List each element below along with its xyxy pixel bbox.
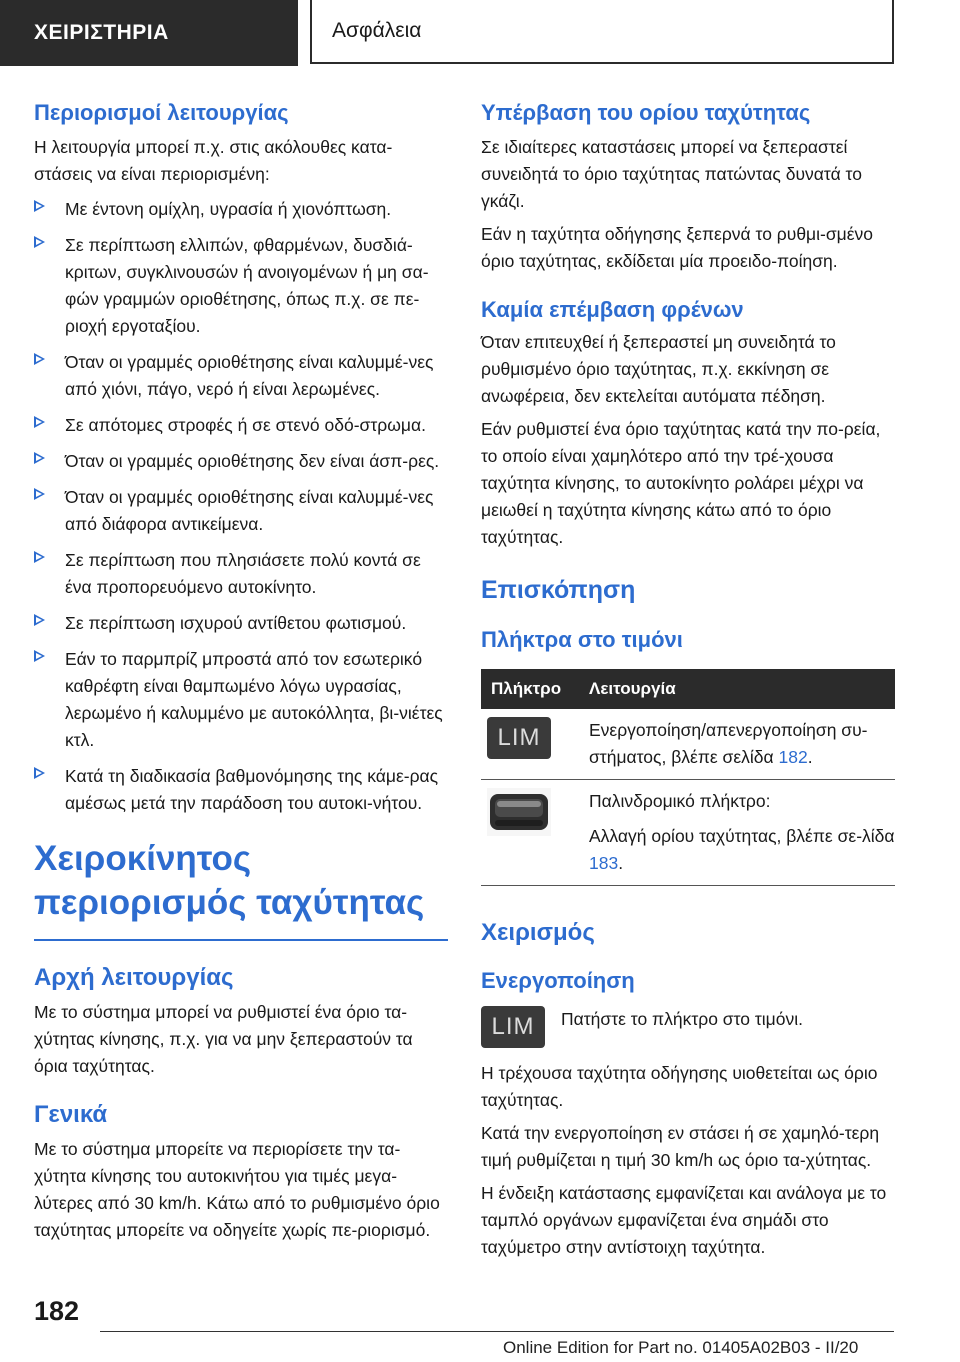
arrow-bullet-icon (34, 614, 45, 626)
no-brake-paragraph-1: Όταν επιτευχθεί ή ξεπεραστεί μη συνειδητά το ρυθμισμένο όριο ταχύτητας, π.χ. εκκίνηση σε ανωφέρεια, δεν εκτελείται αυτόματα πέδηση. (481, 332, 836, 406)
no-brake-heading: Καμία επέμβαση φρένων (481, 297, 744, 322)
list-item: Εάν το παρμπρίζ μπροστά από τον εσωτερικό καθρέφτη είναι θαμπωμένο λόγω υγρασίας, λερωμένο ή καλυμμένο με αυτοκόλλητα, βι-νιέτες κτλ. (34, 646, 448, 754)
list-item: Σε περίπτωση ισχυρού αντίθετου φωτισμού. (34, 610, 448, 637)
edition-footer: Online Edition for Part no. 01405A02B03 - II/20 (503, 1338, 859, 1357)
exceed-paragraph-1: Σε ιδιαίτερες καταστάσεις μπορεί να ξεπεραστεί συνειδητά το όριο ταχύτητας πατώντας δυνατά το γκάζι. (481, 137, 862, 211)
activation-paragraph-2: Κατά την ενεργοποίηση εν στάσει ή σε χαμηλό-τερη τιμή ρυθμίζεται η τιμή 30 km/h ως όριο τα-χύτητας. (481, 1123, 880, 1170)
list-item: Όταν οι γραμμές οριοθέτησης δεν είναι άσπ-ρες. (34, 448, 448, 475)
heading-divider (34, 939, 448, 941)
arrow-bullet-icon (34, 200, 45, 212)
overview-heading: Επισκόπηση (481, 576, 636, 604)
activation-paragraph-1: Η τρέχουσα ταχύτητα οδήγησης υιοθετείται ως όριο ταχύτητας. (481, 1063, 878, 1110)
header-chapter-box (310, 0, 894, 64)
list-item: Σε περίπτωση που πλησιάσετε πολύ κοντά σε ένα προπορευόμενο αυτοκίνητο. (34, 547, 448, 601)
header-section-label: ΧΕΙΡΙΣΤΗΡΙΑ (34, 21, 169, 44)
right-column (481, 98, 895, 1261)
general-text: Με το σύστημα μπορείτε να περιορίσετε την τα-χύτητα κίνησης του αυτοκινήτου για τιμές μεγα-λύτερες από 30 km/h. Κάτω από το ρυθμισμένο όριο ταχύτητας μπορείτε να οδηγείτε χωρίς πε-ριορισμό. (34, 1139, 440, 1240)
limits-heading: Περιορισμοί λειτουργίας (34, 100, 289, 125)
arrow-bullet-icon (34, 551, 45, 563)
activation-step-text: Πατήστε το πλήκτρο στο τιμόνι. (561, 1009, 803, 1029)
header-chapter-label: Ασφάλεια (332, 19, 422, 42)
limits-intro: Η λειτουργία μπορεί π.χ. στις ακόλουθες κατα-στάσεις να είναι περιορισμένη: (34, 137, 393, 184)
list-item: Όταν οι γραμμές οριοθέτησης είναι καλυμμέ-νες από διάφορα αντικείμενα. (34, 484, 448, 538)
exceed-paragraph-2: Εάν η ταχύτητα οδήγησης ξεπερνά το ρυθμι-σμένο όριο ταχύτητας, εκδίδεται μία προειδο-ποίηση. (481, 224, 874, 271)
activation-heading: Ενεργοποίηση (481, 968, 635, 993)
list-item: Σε περίπτωση ελλιπών, φθαρμένων, δυσδιά-κριτων, συγκλινουσών ή ανοιγομένων ή μη σα-φών γραμμών οριοθέτησης, όπως π.χ. σε πε-ριοχή εργοταξίου. (34, 232, 448, 340)
rocker-switch-icon (487, 788, 551, 836)
table-header-row (481, 669, 895, 709)
table-header-key: Πλήκτρο (481, 669, 579, 709)
lim-button-icon: LIM (487, 717, 551, 759)
table-row (481, 709, 895, 780)
page-link[interactable]: 182 (778, 747, 808, 767)
header-section-tab (0, 0, 298, 66)
row2-description: Αλλαγή ορίου ταχύτητας, βλέπε σε-λίδα 183. (589, 826, 895, 873)
lim-button-icon: LIM (481, 1006, 545, 1048)
activation-step (481, 1006, 895, 1048)
table-header-function: Λειτουργία (579, 669, 895, 709)
row2-title: Παλινδρομικό πλήκτρο: (589, 791, 771, 811)
arrow-bullet-icon (34, 452, 45, 464)
list-item: Με έντονη ομίχλη, υγρασία ή χιονόπτωση. (34, 196, 448, 223)
left-column (34, 98, 448, 1244)
page-number: 182 (34, 1296, 80, 1326)
no-brake-paragraph-2: Εάν ρυθμιστεί ένα όριο ταχύτητας κατά την πο-ρεία, το οποίο είναι χαμηλότερο από την τρέ-χουσα ταχύτητα κίνησης, το αυτοκίνητο ρολάρει μέχρι να μειωθεί η ταχύτητα κίνησης κάτω από το όριο ταχύτητας. (481, 419, 881, 547)
principle-heading: Αρχή λειτουργίας (34, 964, 234, 991)
exceed-heading: Υπέρβαση του ορίου ταχύτητας (481, 100, 811, 125)
table-row (481, 780, 895, 886)
arrow-bullet-icon (34, 767, 45, 779)
manual-limiter-heading: Χειροκίνητος περιορισμός ταχύτητας (34, 839, 425, 922)
list-item: Όταν οι γραμμές οριοθέτησης είναι καλυμμέ-νες από χιόνι, πάγο, νερό ή είναι λερωμένες. (34, 349, 448, 403)
activation-paragraph-3: Η ένδειξη κατάστασης εμφανίζεται και ανάλογα με το ταμπλό οργάνων εμφανίζεται ένα σημάδι στο ταχύμετρο στην αντίστοιχη ταχύτητα. (481, 1183, 887, 1257)
footer-divider (100, 1331, 894, 1332)
wheel-keys-heading: Πλήκτρα στο τιμόνι (481, 627, 683, 652)
row1-description: Ενεργοποίηση/απενεργοποίηση συ-στήματος, βλέπε σελίδα 182. (589, 720, 868, 767)
list-item: Σε απότομες στροφές ή σε στενό οδό-στρωμα. (34, 412, 448, 439)
operation-heading: Χειρισμός (481, 919, 595, 946)
general-heading: Γενικά (34, 1101, 108, 1128)
principle-text: Με το σύστημα μπορεί να ρυθμιστεί ένα όριο τα-χύτητας κίνησης, π.χ. για να μην ξεπεραστούν τα όρια ταχύτητας. (34, 1002, 413, 1076)
arrow-bullet-icon (34, 650, 45, 662)
wheel-keys-table (481, 669, 895, 886)
arrow-bullet-icon (34, 416, 45, 428)
page-link[interactable]: 183 (589, 853, 619, 873)
limits-list (34, 196, 448, 817)
list-item: Κατά τη διαδικασία βαθμονόμησης της κάμε-ρας αμέσως μετά την παράδοση του αυτοκι-νήτου. (34, 763, 448, 817)
arrow-bullet-icon (34, 236, 45, 248)
arrow-bullet-icon (34, 488, 45, 500)
arrow-bullet-icon (34, 353, 45, 365)
